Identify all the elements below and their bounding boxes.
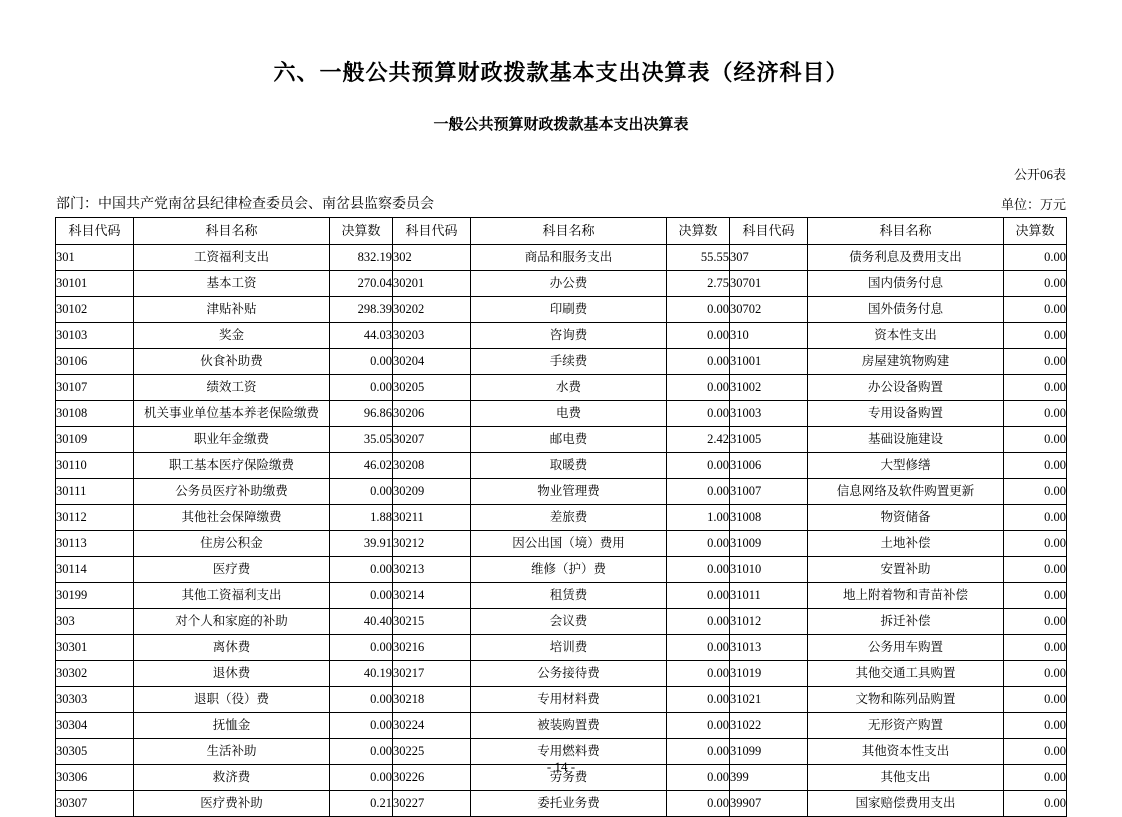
cell-subject-name: 债务利息及费用支出 bbox=[808, 245, 1004, 271]
cell-subject-name: 救济费 bbox=[134, 765, 330, 791]
cell-subject-name: 安置补助 bbox=[808, 557, 1004, 583]
cell-subject-name: 对个人和家庭的补助 bbox=[134, 609, 330, 635]
cell-subject-name: 手续费 bbox=[471, 349, 667, 375]
cell-subject-name: 机关事业单位基本养老保险缴费 bbox=[134, 401, 330, 427]
cell-final-amount: 0.00 bbox=[1004, 713, 1067, 739]
cell-final-amount: 0.00 bbox=[667, 453, 730, 479]
cell-subject-code: 31007 bbox=[730, 479, 808, 505]
table-row bbox=[56, 401, 1067, 427]
cell-subject-name: 大型修缮 bbox=[808, 453, 1004, 479]
cell-subject-name: 基础设施建设 bbox=[808, 427, 1004, 453]
cell-subject-name: 奖金 bbox=[134, 323, 330, 349]
cell-final-amount: 0.00 bbox=[330, 687, 393, 713]
cell-subject-code: 30204 bbox=[393, 349, 471, 375]
cell-subject-name: 国家赔偿费用支出 bbox=[808, 791, 1004, 817]
cell-subject-name: 房屋建筑物购建 bbox=[808, 349, 1004, 375]
cell-final-amount: 0.00 bbox=[1004, 297, 1067, 323]
cell-subject-name: 被装购置费 bbox=[471, 713, 667, 739]
col-header: 科目名称 bbox=[134, 218, 330, 245]
cell-subject-name: 离休费 bbox=[134, 635, 330, 661]
cell-subject-name: 文物和陈列品购置 bbox=[808, 687, 1004, 713]
cell-final-amount: 0.00 bbox=[667, 297, 730, 323]
cell-subject-name: 职业年金缴费 bbox=[134, 427, 330, 453]
cell-subject-name: 电费 bbox=[471, 401, 667, 427]
cell-final-amount: 0.00 bbox=[1004, 427, 1067, 453]
cell-final-amount: 2.75 bbox=[667, 271, 730, 297]
cell-final-amount: 0.00 bbox=[667, 583, 730, 609]
cell-subject-code: 30202 bbox=[393, 297, 471, 323]
cell-subject-name: 公务用车购置 bbox=[808, 635, 1004, 661]
cell-subject-name: 医疗费补助 bbox=[134, 791, 330, 817]
cell-subject-code: 30213 bbox=[393, 557, 471, 583]
cell-subject-name: 土地补偿 bbox=[808, 531, 1004, 557]
cell-subject-code: 30207 bbox=[393, 427, 471, 453]
cell-subject-code: 30114 bbox=[56, 557, 134, 583]
cell-final-amount: 0.00 bbox=[330, 713, 393, 739]
cell-subject-code: 30218 bbox=[393, 687, 471, 713]
cell-final-amount: 298.39 bbox=[330, 297, 393, 323]
cell-subject-name: 邮电费 bbox=[471, 427, 667, 453]
cell-subject-name: 资本性支出 bbox=[808, 323, 1004, 349]
cell-subject-name: 退休费 bbox=[134, 661, 330, 687]
cell-subject-name: 无形资产购置 bbox=[808, 713, 1004, 739]
cell-subject-code: 30112 bbox=[56, 505, 134, 531]
cell-subject-code: 31099 bbox=[730, 739, 808, 765]
cell-final-amount: 0.00 bbox=[667, 713, 730, 739]
cell-final-amount: 832.19 bbox=[330, 245, 393, 271]
cell-final-amount: 0.00 bbox=[667, 479, 730, 505]
cell-subject-name: 其他支出 bbox=[808, 765, 1004, 791]
cell-subject-code: 30214 bbox=[393, 583, 471, 609]
cell-subject-code: 31001 bbox=[730, 349, 808, 375]
cell-subject-code: 30102 bbox=[56, 297, 134, 323]
cell-subject-code: 30226 bbox=[393, 765, 471, 791]
cell-final-amount: 0.00 bbox=[1004, 245, 1067, 271]
col-header: 科目代码 bbox=[56, 218, 134, 245]
cell-subject-name: 会议费 bbox=[471, 609, 667, 635]
cell-subject-name: 差旅费 bbox=[471, 505, 667, 531]
cell-subject-code: 30211 bbox=[393, 505, 471, 531]
cell-final-amount: 0.00 bbox=[1004, 505, 1067, 531]
cell-final-amount: 40.40 bbox=[330, 609, 393, 635]
cell-subject-code: 30203 bbox=[393, 323, 471, 349]
cell-final-amount: 0.00 bbox=[1004, 661, 1067, 687]
cell-final-amount: 46.02 bbox=[330, 453, 393, 479]
col-header: 科目代码 bbox=[393, 218, 471, 245]
cell-subject-code: 30701 bbox=[730, 271, 808, 297]
cell-subject-code: 31021 bbox=[730, 687, 808, 713]
table-row bbox=[56, 583, 1067, 609]
cell-subject-name: 地上附着物和青苗补偿 bbox=[808, 583, 1004, 609]
cell-subject-code: 30224 bbox=[393, 713, 471, 739]
cell-subject-code: 30205 bbox=[393, 375, 471, 401]
cell-subject-name: 绩效工资 bbox=[134, 375, 330, 401]
cell-subject-code: 31022 bbox=[730, 713, 808, 739]
cell-final-amount: 35.05 bbox=[330, 427, 393, 453]
cell-final-amount: 0.00 bbox=[330, 375, 393, 401]
cell-final-amount: 0.00 bbox=[667, 635, 730, 661]
cell-subject-name: 住房公积金 bbox=[134, 531, 330, 557]
table-row bbox=[56, 661, 1067, 687]
page-title: 六、一般公共预算财政拨款基本支出决算表（经济科目） bbox=[273, 61, 849, 86]
cell-subject-code: 30201 bbox=[393, 271, 471, 297]
cell-final-amount: 0.21 bbox=[330, 791, 393, 817]
cell-final-amount: 0.00 bbox=[1004, 271, 1067, 297]
cell-final-amount: 1.88 bbox=[330, 505, 393, 531]
cell-subject-name: 取暖费 bbox=[471, 453, 667, 479]
cell-subject-name: 生活补助 bbox=[134, 739, 330, 765]
cell-subject-name: 商品和服务支出 bbox=[471, 245, 667, 271]
cell-subject-code: 30107 bbox=[56, 375, 134, 401]
cell-subject-name: 伙食补助费 bbox=[134, 349, 330, 375]
cell-subject-name: 委托业务费 bbox=[471, 791, 667, 817]
cell-final-amount: 0.00 bbox=[330, 765, 393, 791]
cell-subject-code: 31010 bbox=[730, 557, 808, 583]
cell-subject-code: 30110 bbox=[56, 453, 134, 479]
cell-subject-code: 310 bbox=[730, 323, 808, 349]
table-row bbox=[56, 687, 1067, 713]
cell-final-amount: 0.00 bbox=[667, 349, 730, 375]
col-header: 科目名称 bbox=[808, 218, 1004, 245]
cell-final-amount: 0.00 bbox=[667, 323, 730, 349]
cell-final-amount: 0.00 bbox=[1004, 557, 1067, 583]
col-header: 决算数 bbox=[1004, 218, 1067, 245]
cell-final-amount: 0.00 bbox=[667, 609, 730, 635]
cell-subject-code: 31002 bbox=[730, 375, 808, 401]
cell-final-amount: 96.86 bbox=[330, 401, 393, 427]
cell-final-amount: 0.00 bbox=[1004, 453, 1067, 479]
page-number: - 14 - bbox=[546, 759, 576, 774]
cell-subject-code: 30304 bbox=[56, 713, 134, 739]
cell-subject-code: 30216 bbox=[393, 635, 471, 661]
cell-final-amount: 40.19 bbox=[330, 661, 393, 687]
cell-subject-name: 租赁费 bbox=[471, 583, 667, 609]
cell-subject-code: 30217 bbox=[393, 661, 471, 687]
cell-subject-code: 30111 bbox=[56, 479, 134, 505]
cell-final-amount: 270.04 bbox=[330, 271, 393, 297]
cell-subject-code: 30108 bbox=[56, 401, 134, 427]
cell-subject-name: 印刷费 bbox=[471, 297, 667, 323]
cell-subject-name: 培训费 bbox=[471, 635, 667, 661]
cell-subject-name: 医疗费 bbox=[134, 557, 330, 583]
cell-final-amount: 0.00 bbox=[1004, 323, 1067, 349]
cell-subject-code: 31011 bbox=[730, 583, 808, 609]
table-row bbox=[56, 713, 1067, 739]
cell-subject-code: 31012 bbox=[730, 609, 808, 635]
cell-subject-code: 30302 bbox=[56, 661, 134, 687]
table-row bbox=[56, 505, 1067, 531]
cell-subject-code: 30305 bbox=[56, 739, 134, 765]
cell-final-amount: 0.00 bbox=[330, 557, 393, 583]
cell-subject-code: 30101 bbox=[56, 271, 134, 297]
table-row bbox=[56, 375, 1067, 401]
cell-subject-code: 31005 bbox=[730, 427, 808, 453]
department-name: 中国共产党南岔县纪律检查委员会、南岔县监察委员会 bbox=[98, 197, 434, 212]
cell-final-amount: 44.03 bbox=[330, 323, 393, 349]
cell-final-amount: 0.00 bbox=[667, 739, 730, 765]
cell-subject-code: 302 bbox=[393, 245, 471, 271]
table-title: 一般公共预算财政拨款基本支出决算表 bbox=[433, 115, 689, 133]
department-line bbox=[56, 193, 434, 213]
cell-subject-code: 39907 bbox=[730, 791, 808, 817]
cell-final-amount: 0.00 bbox=[1004, 531, 1067, 557]
cell-final-amount: 0.00 bbox=[330, 739, 393, 765]
table-row bbox=[56, 427, 1067, 453]
table-row bbox=[56, 453, 1067, 479]
cell-subject-code: 31006 bbox=[730, 453, 808, 479]
cell-final-amount: 55.55 bbox=[667, 245, 730, 271]
cell-subject-name: 公务员医疗补助缴费 bbox=[134, 479, 330, 505]
cell-final-amount: 0.00 bbox=[667, 661, 730, 687]
cell-subject-name: 水费 bbox=[471, 375, 667, 401]
cell-subject-name: 其他工资福利支出 bbox=[134, 583, 330, 609]
department-label: 部门： bbox=[56, 197, 98, 212]
cell-subject-name: 其他交通工具购置 bbox=[808, 661, 1004, 687]
cell-final-amount: 0.00 bbox=[1004, 635, 1067, 661]
table-row bbox=[56, 557, 1067, 583]
cell-final-amount: 0.00 bbox=[667, 401, 730, 427]
table-row bbox=[56, 609, 1067, 635]
cell-subject-name: 物业管理费 bbox=[471, 479, 667, 505]
table-row bbox=[56, 323, 1067, 349]
cell-subject-code: 31009 bbox=[730, 531, 808, 557]
cell-final-amount: 0.00 bbox=[1004, 609, 1067, 635]
cell-final-amount: 0.00 bbox=[667, 687, 730, 713]
cell-final-amount: 1.00 bbox=[667, 505, 730, 531]
cell-subject-name: 其他资本性支出 bbox=[808, 739, 1004, 765]
cell-subject-code: 31013 bbox=[730, 635, 808, 661]
cell-subject-name: 办公设备购置 bbox=[808, 375, 1004, 401]
cell-subject-code: 303 bbox=[56, 609, 134, 635]
table-row bbox=[56, 531, 1067, 557]
cell-subject-name: 拆迁补偿 bbox=[808, 609, 1004, 635]
table-row bbox=[56, 791, 1067, 817]
cell-subject-code: 30208 bbox=[393, 453, 471, 479]
cell-subject-code: 30206 bbox=[393, 401, 471, 427]
cell-final-amount: 0.00 bbox=[667, 765, 730, 791]
cell-subject-name: 工资福利支出 bbox=[134, 245, 330, 271]
cell-final-amount: 0.00 bbox=[667, 557, 730, 583]
cell-subject-code: 30215 bbox=[393, 609, 471, 635]
table-header-row bbox=[56, 218, 1067, 245]
cell-subject-code: 30212 bbox=[393, 531, 471, 557]
table-row bbox=[56, 271, 1067, 297]
table-row bbox=[56, 349, 1067, 375]
cell-subject-code: 31019 bbox=[730, 661, 808, 687]
table-row bbox=[56, 245, 1067, 271]
cell-subject-name: 因公出国（境）费用 bbox=[471, 531, 667, 557]
cell-subject-code: 31003 bbox=[730, 401, 808, 427]
table-row bbox=[56, 479, 1067, 505]
cell-subject-name: 职工基本医疗保险缴费 bbox=[134, 453, 330, 479]
cell-subject-code: 30303 bbox=[56, 687, 134, 713]
cell-final-amount: 0.00 bbox=[1004, 687, 1067, 713]
col-header: 决算数 bbox=[330, 218, 393, 245]
cell-final-amount: 0.00 bbox=[1004, 583, 1067, 609]
cell-subject-name: 专用燃料费 bbox=[471, 739, 667, 765]
cell-subject-code: 30106 bbox=[56, 349, 134, 375]
cell-subject-code: 301 bbox=[56, 245, 134, 271]
cell-final-amount: 0.00 bbox=[330, 583, 393, 609]
cell-subject-code: 30307 bbox=[56, 791, 134, 817]
cell-subject-code: 30103 bbox=[56, 323, 134, 349]
cell-subject-name: 劳务费 bbox=[471, 765, 667, 791]
cell-subject-code: 30209 bbox=[393, 479, 471, 505]
cell-subject-name: 专用设备购置 bbox=[808, 401, 1004, 427]
basic-expenditure-table bbox=[55, 217, 1067, 817]
unit-label: 单位：万元 bbox=[1000, 197, 1066, 212]
cell-final-amount: 0.00 bbox=[1004, 479, 1067, 505]
cell-final-amount: 0.00 bbox=[330, 479, 393, 505]
cell-subject-code: 30227 bbox=[393, 791, 471, 817]
cell-subject-name: 公务接待费 bbox=[471, 661, 667, 687]
cell-subject-name: 维修（护）费 bbox=[471, 557, 667, 583]
cell-final-amount: 39.91 bbox=[330, 531, 393, 557]
cell-final-amount: 0.00 bbox=[330, 349, 393, 375]
form-code: 公开06表 bbox=[1013, 167, 1066, 182]
cell-subject-code: 31008 bbox=[730, 505, 808, 531]
cell-subject-name: 退职（役）费 bbox=[134, 687, 330, 713]
cell-final-amount: 2.42 bbox=[667, 427, 730, 453]
cell-subject-code: 30301 bbox=[56, 635, 134, 661]
cell-final-amount: 0.00 bbox=[1004, 765, 1067, 791]
cell-subject-name: 专用材料费 bbox=[471, 687, 667, 713]
cell-subject-name: 其他社会保障缴费 bbox=[134, 505, 330, 531]
cell-final-amount: 0.00 bbox=[1004, 401, 1067, 427]
cell-subject-name: 津贴补贴 bbox=[134, 297, 330, 323]
col-header: 科目代码 bbox=[730, 218, 808, 245]
cell-final-amount: 0.00 bbox=[667, 531, 730, 557]
cell-subject-code: 30113 bbox=[56, 531, 134, 557]
cell-final-amount: 0.00 bbox=[1004, 375, 1067, 401]
table-row bbox=[56, 297, 1067, 323]
cell-final-amount: 0.00 bbox=[1004, 791, 1067, 817]
cell-subject-name: 国内债务付息 bbox=[808, 271, 1004, 297]
cell-subject-name: 物资储备 bbox=[808, 505, 1004, 531]
cell-final-amount: 0.00 bbox=[667, 375, 730, 401]
cell-subject-name: 办公费 bbox=[471, 271, 667, 297]
cell-subject-code: 30306 bbox=[56, 765, 134, 791]
col-header: 决算数 bbox=[667, 218, 730, 245]
cell-final-amount: 0.00 bbox=[1004, 739, 1067, 765]
table-meta bbox=[0, 183, 1122, 217]
table-row bbox=[56, 635, 1067, 661]
cell-subject-name: 咨询费 bbox=[471, 323, 667, 349]
cell-final-amount: 0.00 bbox=[1004, 349, 1067, 375]
cell-subject-name: 基本工资 bbox=[134, 271, 330, 297]
cell-subject-code: 30225 bbox=[393, 739, 471, 765]
cell-subject-code: 30702 bbox=[730, 297, 808, 323]
cell-subject-name: 信息网络及软件购置更新 bbox=[808, 479, 1004, 505]
cell-final-amount: 0.00 bbox=[667, 791, 730, 817]
cell-final-amount: 0.00 bbox=[330, 635, 393, 661]
cell-subject-code: 30199 bbox=[56, 583, 134, 609]
cell-subject-name: 抚恤金 bbox=[134, 713, 330, 739]
cell-subject-code: 30109 bbox=[56, 427, 134, 453]
cell-subject-code: 307 bbox=[730, 245, 808, 271]
cell-subject-name: 国外债务付息 bbox=[808, 297, 1004, 323]
col-header: 科目名称 bbox=[471, 218, 667, 245]
cell-subject-code: 399 bbox=[730, 765, 808, 791]
